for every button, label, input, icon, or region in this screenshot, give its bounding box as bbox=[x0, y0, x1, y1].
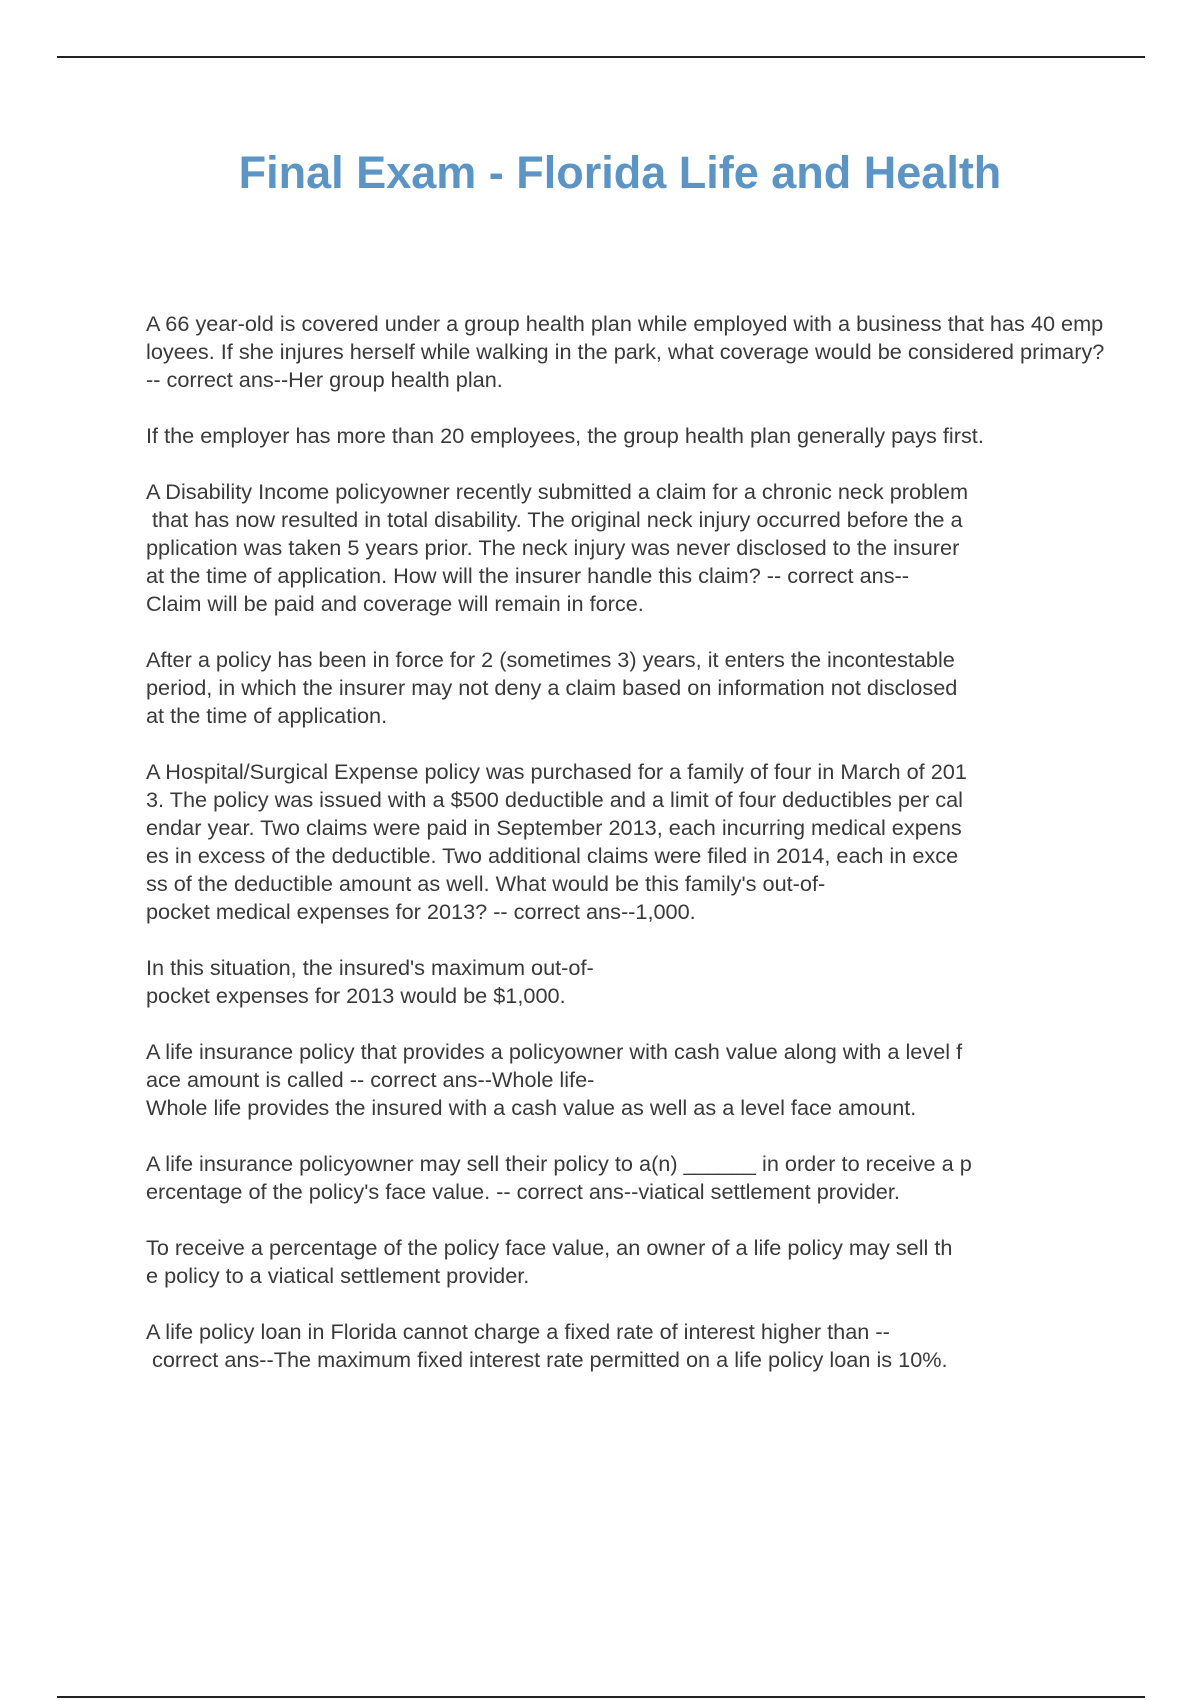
explanation-paragraph: After a policy has been in force for 2 (sometimes 3) years, it enters the incontestable period, in which the insurer may not deny a claim based on information not disclosed at the time of application. bbox=[146, 647, 958, 728]
explanation-paragraph: To receive a percentage of the policy face value, an owner of a life policy may sell th e policy to a viatical settlement provider. bbox=[146, 1235, 953, 1288]
explanation-paragraph: If the employer has more than 20 employees, the group health plan generally pays first. bbox=[146, 423, 984, 448]
question-paragraph: A Hospital/Surgical Expense policy was purchased for a family of four in March of 201 3. The policy was issued with a $500 deductible and a limit of four deductibles per cal endar year. Two claims were paid in September 2013, each incurring medical expens es in excess of the deductible. Two additional claims were filed in 2014, each in exce ss of the deductible amount as well. What would be this family's out-of- pocket medical expenses for 2013? -- correct ans--1,000. bbox=[146, 759, 967, 924]
question-paragraph: A life policy loan in Florida cannot charge a fixed rate of interest higher than -- correct ans--The maximum fixed interest rate permitted on a life policy loan is 10%. bbox=[146, 1319, 948, 1372]
explanation-paragraph: In this situation, the insured's maximum out-of- pocket expenses for 2013 would be $1,000. bbox=[146, 955, 594, 1008]
question-paragraph: A Disability Income policyowner recently submitted a claim for a chronic neck problem that has now resulted in total disability. The original neck injury occurred before the a pplication was taken 5 years prior. The neck injury was never disclosed to the insurer at the time of application. How will the insurer handle this claim? -- correct ans-- Claim will be paid and coverage will remain in force. bbox=[146, 479, 969, 616]
question-paragraph: A life insurance policyowner may sell their policy to a(n) ______ in order to receive a p ercentage of the policy's face value. -- correct ans--viatical settlement provider. bbox=[146, 1151, 972, 1204]
question-paragraph: A life insurance policy that provides a policyowner with cash value along with a level f ace amount is called -- correct ans--Whole life- Whole life provides the insured with a cash value as well as a level face amount. bbox=[146, 1039, 963, 1120]
bottom-divider bbox=[57, 1696, 1145, 1698]
question-paragraph: A 66 year-old is covered under a group health plan while employed with a business that has 40 employees. If she injures herself while walking in the park, what coverage would be considered primary? -- correct ans--Her group health plan. bbox=[146, 311, 1111, 392]
page-title: Final Exam - Florida Life and Health bbox=[238, 147, 1002, 198]
top-divider bbox=[57, 56, 1145, 58]
document-body bbox=[146, 310, 1111, 1402]
